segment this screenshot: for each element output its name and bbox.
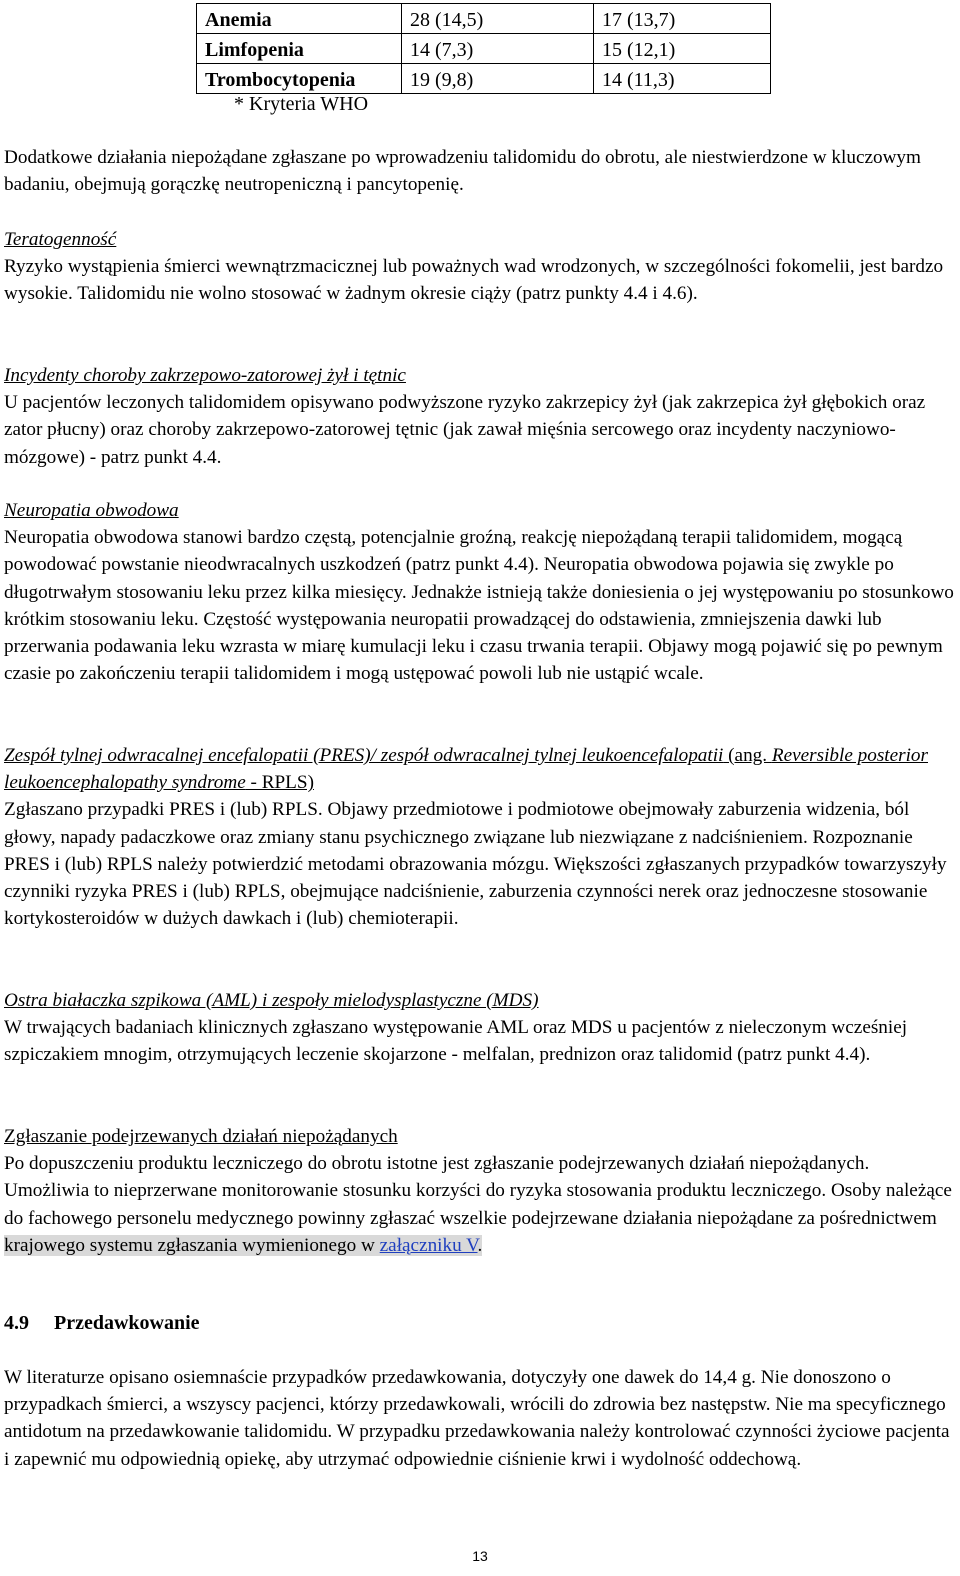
pres-heading-part: Zespół tylnej odwracalnej encefalopatii (PRES)/ zespół odwracalnej tylnej leukoencefalopatii	[4, 745, 724, 766]
table-cell-name: Anemia	[197, 4, 402, 34]
section-heading	[4, 1309, 200, 1337]
table-footnote: * Kryteria WHO	[234, 93, 369, 115]
table-cell-name: Trombocytopenia	[197, 64, 402, 94]
overdose-section	[4, 1364, 956, 1473]
table-row	[197, 4, 771, 34]
aml-body: W trwających badaniach klinicznych zgłaszano występowanie AML oraz MDS u pacjentów z nieleczonym wcześniej szpiczakiem mnogim, otrzymujących leczenie skojarzone - melfalan, prednizon oraz talidomid (patrz punkt 4.4).	[4, 1017, 908, 1066]
neuropathy-section	[4, 497, 956, 687]
teratogenicity-body: Ryzyko wystąpienia śmierci wewnątrzmacicznej lub poważnych wad wrodzonych, w szczególności fokomelii, jest bardzo wysokie. Talidomidu nie wolno stosować w żadnym okresie ciąży (patrz punkty 4.4 i 4.6).	[4, 256, 944, 305]
aml-heading: Ostra białaczka szpikowa (AML) i zespoły mielodysplastyczne (MDS)	[4, 990, 539, 1011]
table-cell-value: 14 (11,3)	[594, 64, 771, 94]
reporting-highlight-text: krajowego systemu zgłaszania wymienionego w	[4, 1234, 380, 1256]
pres-heading	[4, 742, 956, 796]
intro-text: Dodatkowe działania niepożądane zgłaszane po wprowadzeniu talidomidu do obrotu, ale niestwierdzone w kluczowym badaniu, obejmują gorączkę neutropeniczną i pancytopenię.	[4, 147, 921, 196]
table-cell-value: 28 (14,5)	[402, 4, 594, 34]
thrombo-heading: Incydenty choroby zakrzepowo-zatorowej żył i tętnic	[4, 365, 406, 386]
pres-heading-part: (ang.	[723, 745, 772, 766]
reporting-heading: Zgłaszanie podejrzewanych działań niepożądanych	[4, 1126, 398, 1147]
page-number: 13	[472, 1548, 488, 1564]
intro-paragraph	[4, 144, 956, 198]
neuropathy-heading: Neuropatia obwodowa	[4, 500, 179, 521]
table-row	[197, 64, 771, 94]
teratogenicity-heading: Teratogenność	[4, 229, 117, 250]
pres-heading-part: Reversible posterior leukoencephalopathy syndrome	[4, 745, 928, 794]
pres-section	[4, 742, 956, 932]
reporting-end: .	[477, 1234, 483, 1256]
pres-heading-part: - RPLS)	[245, 772, 314, 794]
section-number: 4.9	[4, 1312, 29, 1334]
teratogenicity-section	[4, 226, 956, 308]
thrombo-section	[4, 362, 956, 471]
reporting-section	[4, 1123, 956, 1259]
annex-v-link[interactable]: załączniku V	[379, 1234, 478, 1256]
table-cell-value: 19 (9,8)	[402, 64, 594, 94]
table-cell-value: 17 (13,7)	[594, 4, 771, 34]
thrombo-body: U pacjentów leczonych talidomidem opisywano podwyższone ryzyko zakrzepicy żył (jak zakrzepica żył głębokich oraz zator płucny) oraz choroby zakrzepowo-zatorowej tętnic (jak zawał mięśnia sercowego oraz incydenty naczyniowo-mózgowe) - patrz punkt 4.4.	[4, 392, 926, 468]
adverse-events-table	[196, 3, 771, 94]
reporting-body-text: Po dopuszczeniu produktu leczniczego do obrotu istotne jest zgłaszanie podejrzewanych działań niepożądanych. Umożliwia to nieprzerwane monitorowanie stosunku korzyści do ryzyka stosowania produktu leczniczego. Osoby należące do fachowego personelu medycznego powinny zgłaszać wszelkie podejrzewane działania niepożądane za pośrednictwem	[4, 1153, 952, 1229]
table-cell-value: 15 (12,1)	[594, 34, 771, 64]
table-cell-value: 14 (7,3)	[402, 34, 594, 64]
section-title: Przedawkowanie	[54, 1312, 200, 1334]
aml-section	[4, 987, 956, 1069]
table-row	[197, 34, 771, 64]
pres-body: Zgłaszano przypadki PRES i (lub) RPLS. Objawy przedmiotowe i podmiotowe obejmowały zaburzenia widzenia, ból głowy, napady padaczkowe oraz zmiany stanu psychicznego związane lub niezwiązane z nadciśnieniem. Rozpoznanie PRES i (lub) RPLS należy potwierdzić metodami obrazowania mózgu. Większości zgłaszanych przypadków towarzyszyły czynniki ryzyka PRES i (lub) RPLS, obejmujące nadciśnienie, zaburzenia czynności nerek oraz jednoczesne stosowanie kortykosteroidów w dużych dawkach i (lub) chemioterapii.	[4, 799, 947, 930]
table-cell-name: Limfopenia	[197, 34, 402, 64]
reporting-body	[4, 1150, 956, 1259]
overdose-body: W literaturze opisano osiemnaście przypadków przedawkowania, dotyczyły one dawek do 14,4 g. Nie donoszono o przypadkach śmierci, a wszyscy pacjenci, którzy przedawkowali, wrócili do zdrowia bez następstw. Nie ma specyficznego antidotum na przedawkowanie talidomidu. W przypadku przedawkowania należy kontrolować czynności życiowe pacjenta i zapewnić mu odpowiednią opiekę, aby utrzymać odpowiednie ciśnienie krwi i wydolność oddechową.	[4, 1367, 950, 1470]
reporting-highlight	[4, 1235, 482, 1256]
neuropathy-body: Neuropatia obwodowa stanowi bardzo częstą, potencjalnie groźną, reakcję niepożądaną terapii talidomidem, mogącą powodować powstanie nieodwracalnych uszkodzeń (patrz punkt 4.4). Neuropatia obwodowa pojawia się zwykle po długotrwałym stosowaniu leku przez kilka miesięcy. Jednakże istnieją także doniesienia o jej występowaniu po stosunkowo krótkim stosowaniu leku. Częstość występowania neuropatii prowadzącej do odstawienia, zmniejszenia dawki lub przerwania podawania leku wzrasta w miarę kumulacji leku i czasu trwania terapii. Objawy mogą pojawić się po pewnym czasie po zakończeniu terapii talidomidem i mogą ustępować powoli lub nie ustąpić wcale.	[4, 527, 954, 685]
